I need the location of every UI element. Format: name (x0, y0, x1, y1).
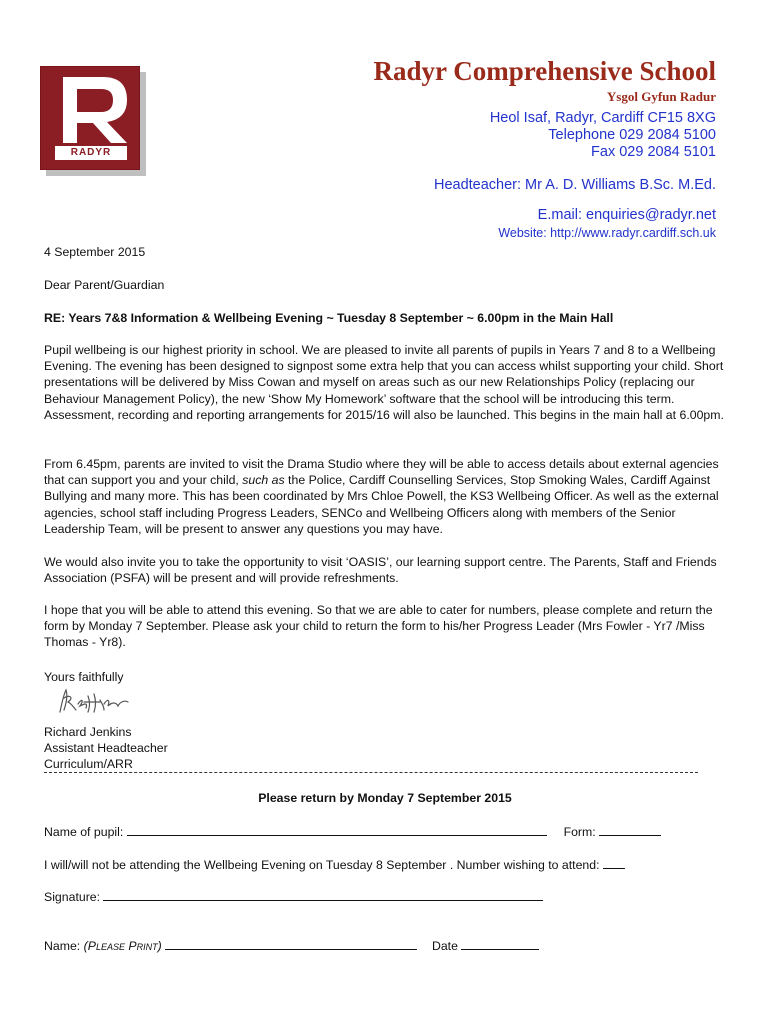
paragraph-text: I hope that you will be able to attend this evening. So that we are able to cater for numbers, please complete and return the form by Monday 7 September. Please ask your child to return the form to his/her Progress Leader (Mrs Fowler - Yr7 /Miss Thomas - Yr8). (44, 603, 713, 650)
name-date-row (44, 937, 539, 954)
paragraph-text (44, 456, 734, 537)
return-note: Please return by Monday 7 September 2015 (258, 791, 512, 805)
letter-salutation: Dear Parent/Guardian (44, 278, 165, 292)
letter-closing: Yours faithfully (44, 670, 124, 684)
paragraph-segment: From 6.45pm, parents are invited to visit the Drama Studio where they will be able to access details about external agencies that can support you and your child, (44, 457, 719, 488)
form-field[interactable] (599, 823, 661, 836)
signer-name: Richard Jenkins (44, 725, 132, 739)
paragraph-segment: the Police, Cardiff Counselling Services, Stop Smoking Wales, Cardiff Against Bullying and many more. This has been coordinated by Mrs Chloe Powell, the KS3 Wellbeing Officer. As well as the external agencies, school staff including Progress Leaders, SENCo and Wellbeing Officers along with members of the Senior Leadership Team, will be present to answer any questions you may have. (44, 473, 719, 536)
logo-emblem (40, 66, 140, 170)
logo-wordmark: RADYR (55, 146, 127, 160)
school-header (373, 56, 716, 241)
number-attending-field[interactable] (603, 856, 625, 869)
letter-paragraph-1 (44, 342, 734, 423)
attending-label: I will/will not be attending the Wellbeing Evening on Tuesday 8 September . Number wishing to attend: (44, 858, 600, 872)
form-label: Form: (563, 825, 596, 839)
signature-field[interactable] (103, 888, 543, 901)
print-name-hint: (Please Print) (83, 939, 162, 953)
date-label: Date (431, 939, 458, 953)
pupil-name-field[interactable] (127, 823, 547, 836)
school-address: Heol Isaf, Radyr, Cardiff CF15 8XG (489, 110, 716, 126)
letter-signer (44, 724, 734, 773)
headteacher: Headteacher: Mr A. D. Williams B.Sc. M.Ed. (433, 177, 716, 193)
paragraph-text: Pupil wellbeing is our highest priority in school. We are pleased to invite all parents of pupils in Years 7 and 8 to a Wellbeing Evening. The evening has been designed to signpost some extra help that you can access whilst supporting your child. Short presentations will be delivered by Miss Cowan and myself on areas such as our new Relationships Policy (replacing our Behaviour Management Policy), the new ‘Show My Homework’ software that the school will be introducing this term. Assessment, recording and reporting arrangements for 2015/16 will also be launched. This begins in the main hall at 6.00pm. (44, 343, 724, 422)
school-fax: Fax 029 2084 5101 (591, 144, 716, 160)
letter-paragraph-3 (44, 554, 734, 586)
signer-department: Curriculum/ARR (44, 757, 133, 772)
print-name-field[interactable] (165, 937, 417, 950)
paragraph-text: We would also invite you to take the opportunity to visit ‘OASIS’, our learning support centre. The Parents, Staff and Friends Association (PSFA) will be present and will provide refreshments. (44, 555, 717, 586)
handwritten-signature (54, 684, 134, 718)
pupil-name-row (44, 823, 661, 840)
letter-date: 4 September 2015 (44, 245, 146, 259)
letter-paragraph-4 (44, 602, 734, 651)
date-field[interactable] (461, 937, 539, 950)
school-logo (40, 66, 148, 178)
school-email[interactable]: E.mail: enquiries@radyr.net (537, 207, 716, 223)
signer-title: Assistant Headteacher (44, 741, 168, 756)
paragraph-emphasis: such as (242, 473, 285, 488)
school-name: Radyr Comprehensive School (373, 56, 716, 86)
letter-paragraph-2 (44, 456, 734, 537)
signature-label: Signature: (44, 890, 101, 904)
letter-subject: RE: Years 7&8 Information & Wellbeing Evening ~ Tuesday 8 September ~ 6.00pm in the Main Hall (44, 311, 614, 325)
pupil-name-label: Name of pupil: (44, 825, 124, 839)
tear-off-divider (44, 772, 698, 773)
school-telephone: Telephone 029 2084 5100 (548, 127, 716, 143)
attending-row (44, 856, 625, 873)
print-name-label: Name: (44, 939, 81, 953)
signature-row (44, 888, 543, 905)
school-website[interactable]: Website: http://www.radyr.cardiff.sch.uk (498, 226, 716, 240)
school-name-welsh: Ysgol Gyfun Radur (606, 89, 716, 104)
